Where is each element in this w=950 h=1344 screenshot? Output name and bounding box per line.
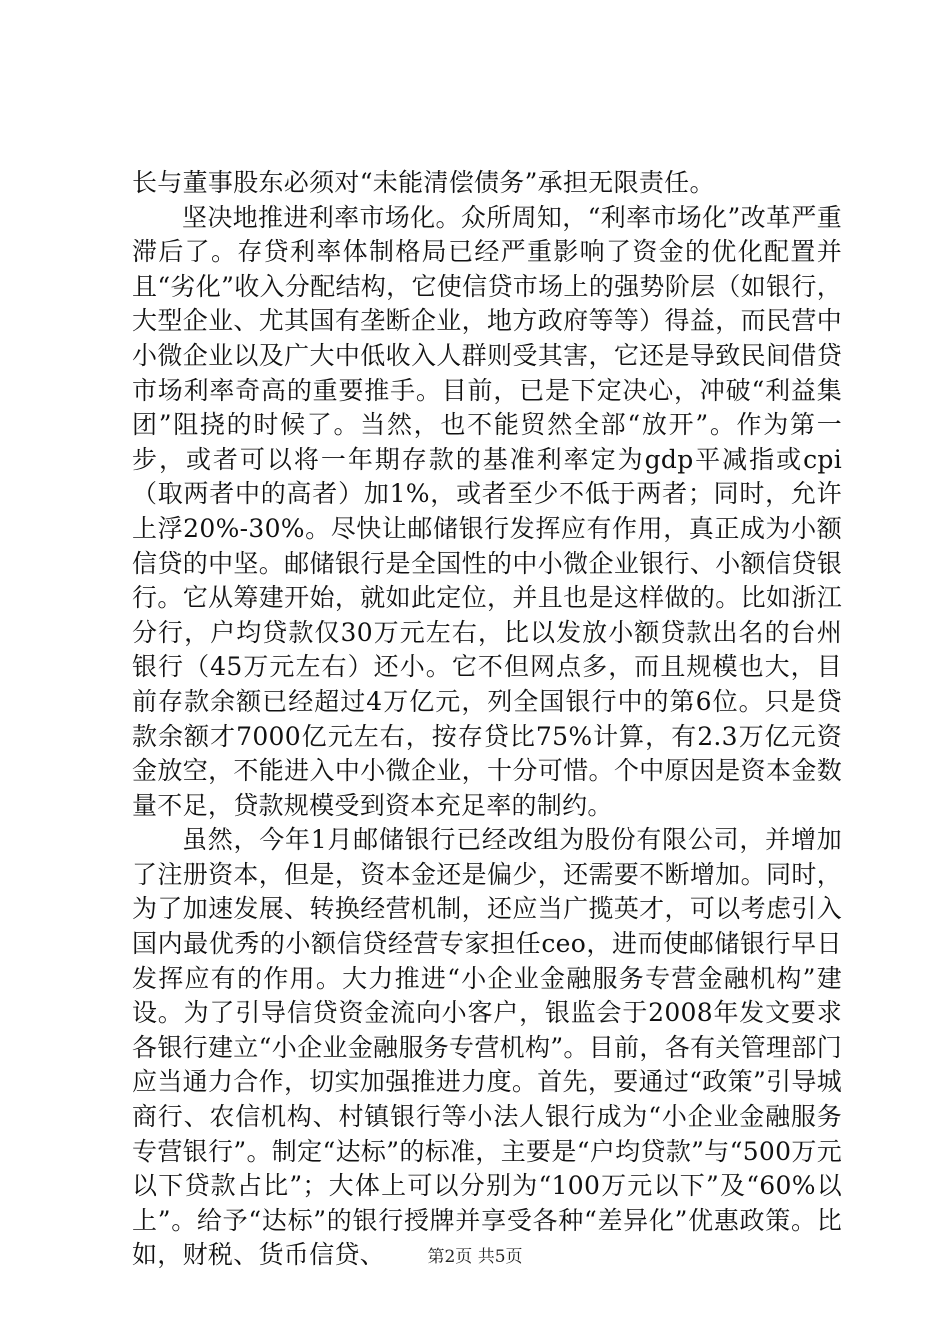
page-number-footer: 第2页 共5页 [427,1247,523,1267]
document-body [132,166,842,1273]
paragraph-interest-rate: 坚决地推进利率市场化。众所周知，“利率市场化”改革严重滞后了。存贷利率体制格局已经严重影响了资金的优化配置并且“劣化”收入分配结构，它使信贷市场上的强势阶层（如银行，大型企业、尤其国有垄断企业，地方政府等等）得益，而民营中小微企业以及广大中低收入人群则受其害，它还是导致民间借贷市场利率奇高的重要推手。目前，已是下定决心，冲破“利益集团”阻挠的时候了。当然，也不能贸然全部“放开”。作为第一步，或者可以将一年期存款的基准利率定为gdp平减指或cpi（取两者中的高者）加1%，或者至少不低于两者；同时，允许上浮20%-30%。尽快让邮储银行发挥应有作用，真正成为小额信贷的中坚。邮储银行是全国性的中小微企业银行、小额信贷银行。它从筹建开始，就如此定位，并且也是这样做的。比如浙江分行，户均贷款仅30万元左右，比以发放小额贷款出名的台州银行（45万元左右）还小。它不但网点多，而且规模也大，目前存款余额已经超过4万亿元，列全国银行中的第6位。只是贷款余额才7000亿元左右，按存贷比75%计算，有2.3万亿元资金放空，不能进入中小微企业，十分可惜。个中原因是资本金数量不足，贷款规模受到资本充足率的制约。 [132,202,842,820]
paragraph-continuation: 长与董事股东必须对“未能清偿债务”承担无限责任。 [132,168,715,197]
paragraph-postal-bank: 虽然，今年1月邮储银行已经改组为股份有限公司，并增加了注册资本，但是，资本金还是偏少，还需要不断增加。同时，为了加速发展、转换经营机制，还应当广揽英才，可以考虑引入国内最优秀的小额信贷经营专家担任ceo，进而使邮储银行早日发挥应有的作用。大力推进“小企业金融服务专营金融机构”建设。为了引导信贷资金流向小客户，银监会于2008年发文要求各银行建立“小企业金融服务专营机构”。目前，各有关管理部门应当通力合作，切实加强推进力度。首先，要通过“政策”引导城商行、农信机构、村镇银行等小法人银行成为“小企业金融服务专营银行”。制定“达标”的标准，主要是“户均贷款”与“500万元以下贷款占比”；大体上可以分别为“100万元以下”及“60%以上”。给予“达标”的银行授牌并享受各种“差异化”优惠政策。比如，财税、货币信贷、 [132,825,842,1270]
